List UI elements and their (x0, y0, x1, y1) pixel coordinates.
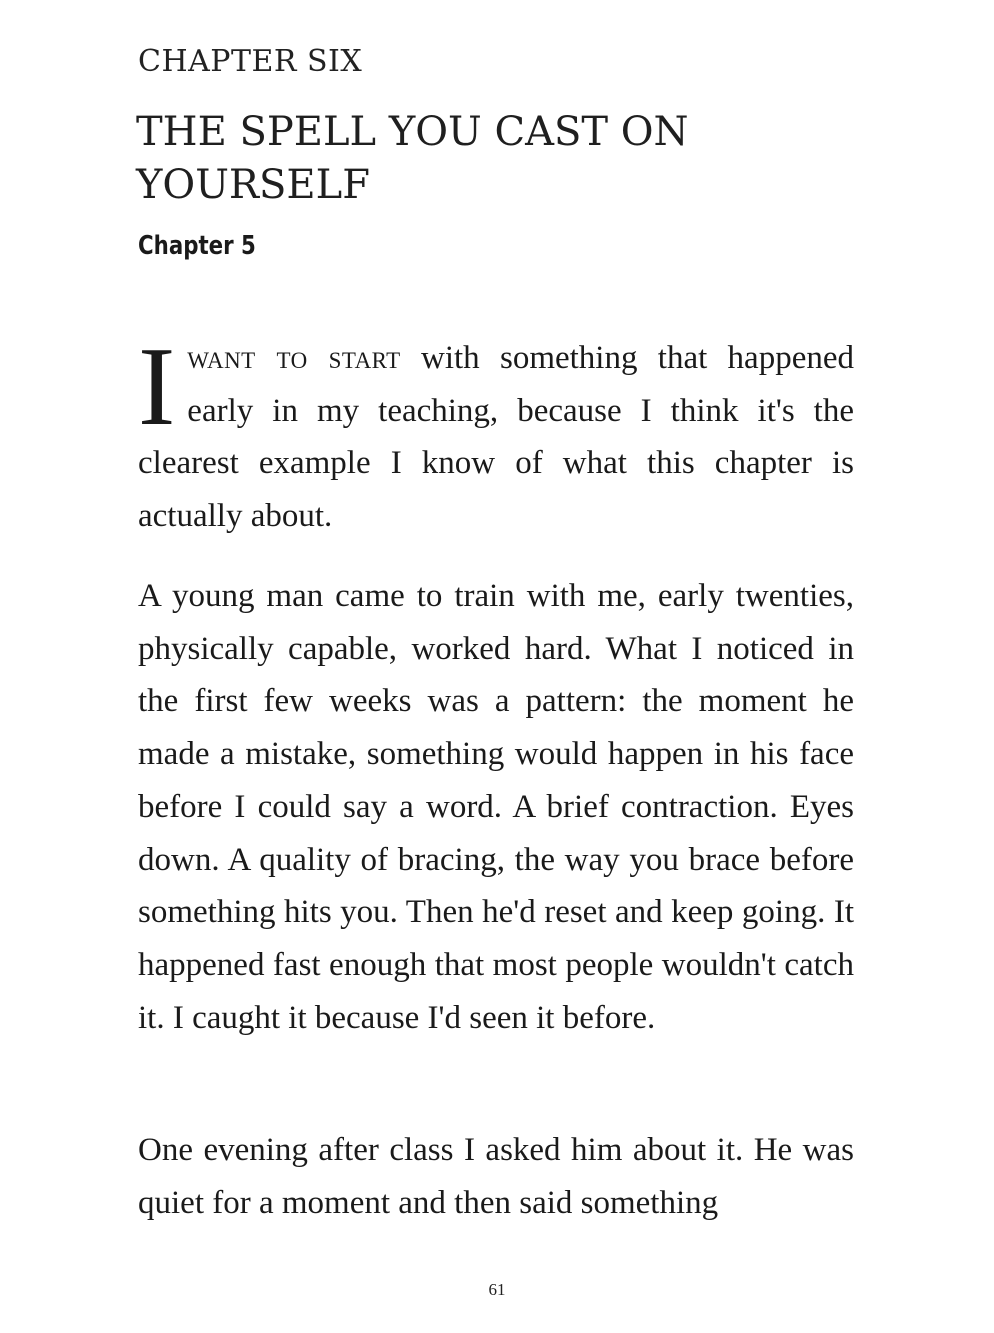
lead-in-small-caps: want to start (187, 340, 401, 376)
drop-cap: I (138, 325, 176, 449)
body-paragraph-2: A young man came to train with me, early twenties, physically capable, worked hard. What I noticed in the first few weeks was a pattern: the moment he made a mistake, something would happen in his face before I could say a word. A brief contraction. Eyes down. A quality of bracing, the way you brace before something hits you. Then he'd reset and keep going. It happened fast enough that most people wouldn't catch it. I caught it because I'd seen it before. (138, 578, 854, 1036)
chapter-label: CHAPTER SIX (138, 44, 363, 79)
chapter-title: THE SPELL YOU CAST ON YOURSELF (136, 109, 689, 208)
paragraph-1-text: with something that happened early in my teaching, because I think it's the clearest example I know of what this chapter is actually about. (138, 340, 854, 535)
body-paragraph-1 (138, 325, 854, 543)
page-number: 61 (488, 1280, 506, 1299)
body-paragraph-3: One evening after class I asked him about it. He was quiet for a moment and then said something (138, 1132, 854, 1221)
chapter-subtitle: Chapter 5 (138, 231, 256, 261)
